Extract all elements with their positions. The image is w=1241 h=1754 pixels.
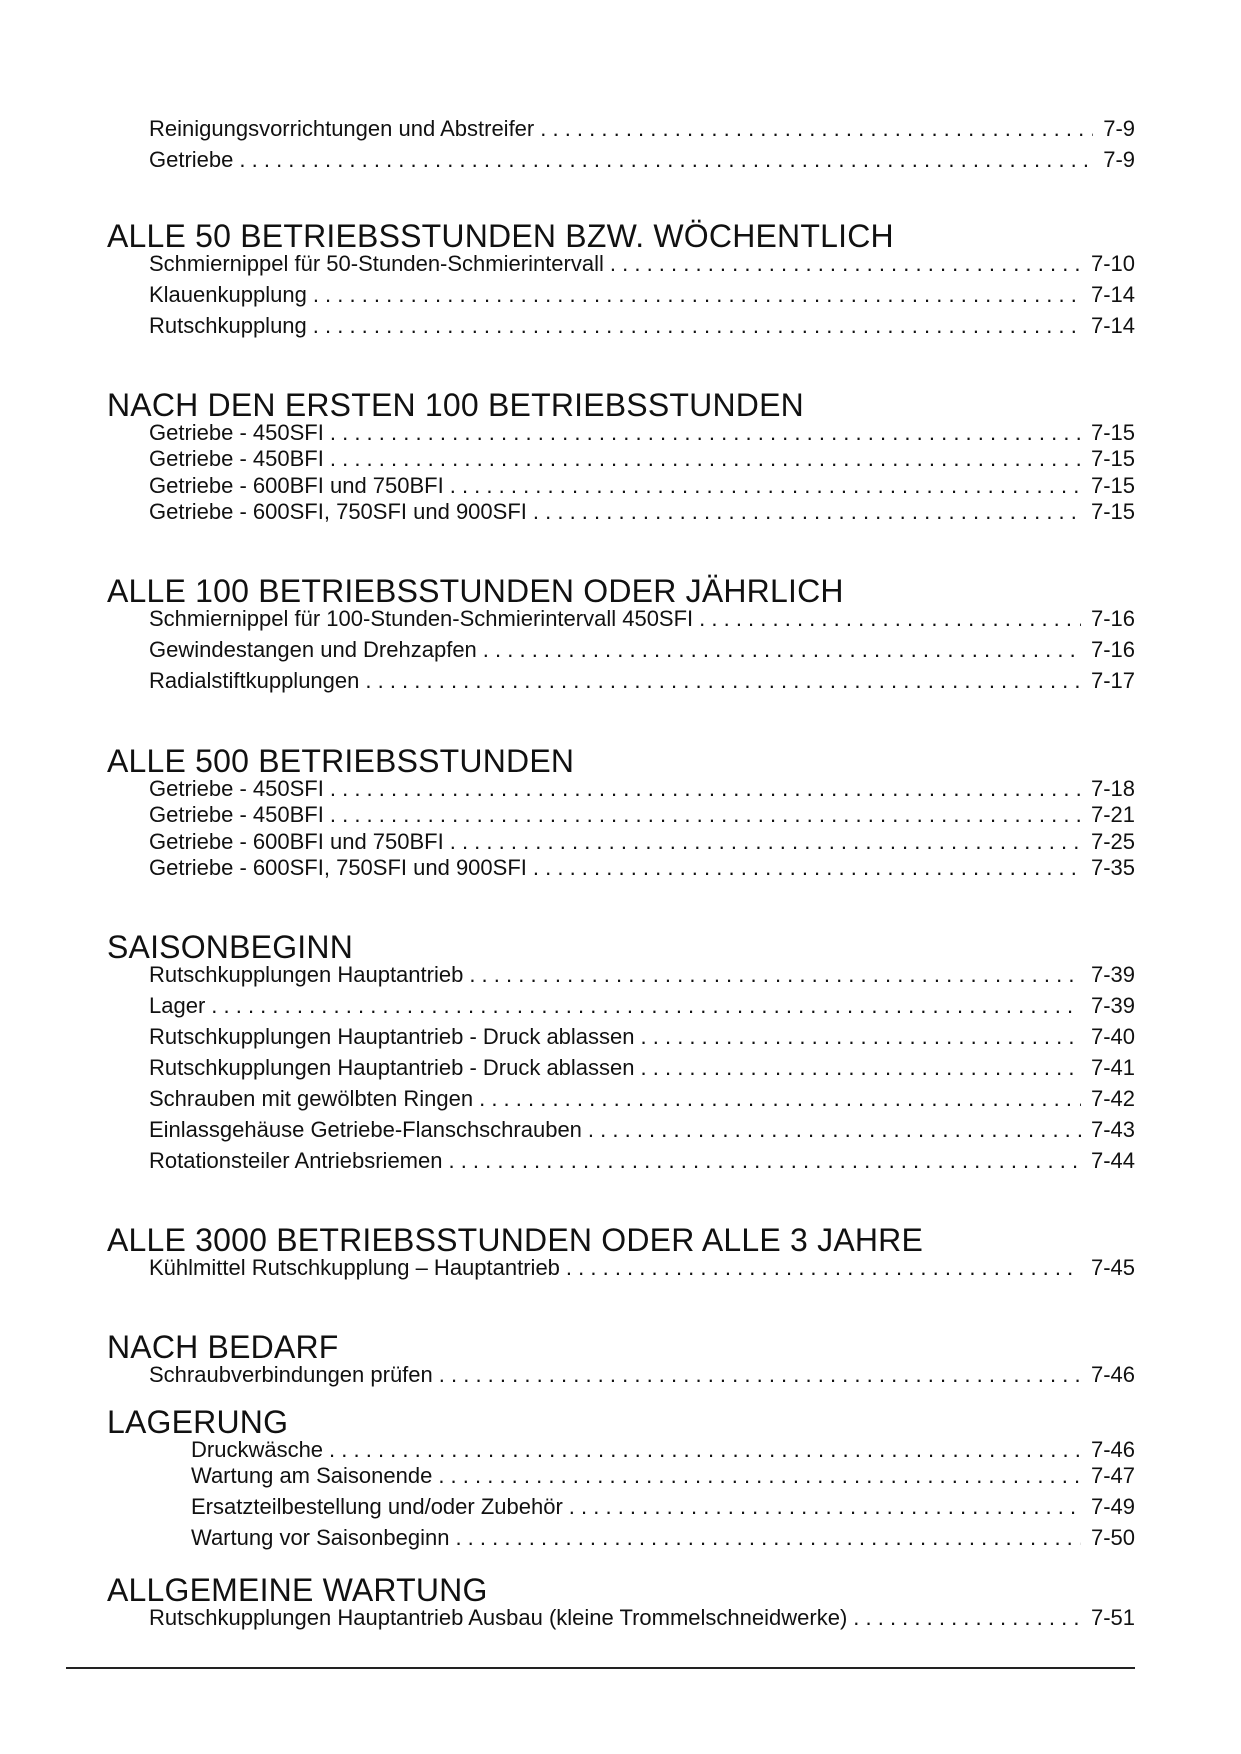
toc-entry-label: Getriebe - 450BFI — [149, 446, 324, 471]
toc-entry[interactable] — [149, 1604, 1135, 1632]
toc-entry-page: 7-51 — [1090, 1605, 1135, 1630]
toc-entry-label: Gewindestangen und Drehzapfen — [149, 637, 477, 662]
toc-entry-label: Einlassgehäuse Getriebe-Flanschschrauben — [149, 1117, 582, 1142]
toc-entry[interactable] — [149, 992, 1135, 1020]
toc-entry[interactable] — [149, 1054, 1135, 1082]
toc-entry-label: Radialstiftkupplungen — [149, 668, 360, 693]
toc-entry-page: 7-21 — [1090, 802, 1135, 827]
toc-entry-label: Getriebe - 600BFI und 750BFI — [149, 473, 444, 498]
toc-entry[interactable] — [149, 472, 1135, 500]
toc-entry[interactable] — [149, 498, 1135, 526]
dot-leader — [566, 1254, 1081, 1282]
toc-entry-page: 7-25 — [1090, 829, 1135, 854]
dot-leader — [365, 667, 1081, 695]
toc-entry-page: 7-9 — [1103, 116, 1135, 141]
toc-entry-label: Klauenkupplung — [149, 282, 307, 307]
toc-entry[interactable] — [149, 854, 1135, 882]
toc-entry[interactable] — [191, 1524, 1135, 1552]
toc-entry-label: Rutschkupplungen Hauptantrieb - Druck ablassen — [149, 1024, 635, 1049]
toc-entry[interactable] — [191, 1462, 1135, 1490]
toc-entry-page: 7-15 — [1090, 420, 1135, 445]
dot-leader — [448, 1147, 1080, 1175]
dot-leader — [313, 312, 1081, 340]
toc-entry-label: Rutschkupplungen Hauptantrieb - Druck ablassen — [149, 1055, 635, 1080]
dot-leader — [469, 961, 1081, 989]
toc-entry[interactable] — [149, 636, 1135, 664]
dot-leader — [569, 1493, 1081, 1521]
toc-entry-page: 7-39 — [1090, 962, 1135, 987]
toc-entry-label: Getriebe - 450BFI — [149, 802, 324, 827]
toc-entry-label: Rutschkupplungen Hauptantrieb Ausbau (kleine Trommelschneidwerke) — [149, 1605, 848, 1630]
toc-entry[interactable] — [149, 445, 1135, 473]
toc-entry-label: Schraubverbindungen prüfen — [149, 1362, 433, 1387]
dot-leader — [330, 445, 1081, 473]
toc-entry[interactable] — [149, 419, 1135, 447]
dot-leader — [330, 419, 1081, 447]
toc-entry-page: 7-44 — [1090, 1148, 1135, 1173]
toc-entry-label: Druckwäsche — [191, 1437, 324, 1462]
toc-entry-page: 7-50 — [1090, 1525, 1135, 1550]
dot-leader — [239, 146, 1093, 174]
toc-entry-page: 7-14 — [1090, 282, 1135, 307]
toc-entry-label: Schrauben mit gewölbten Ringen — [149, 1086, 474, 1111]
toc-entry[interactable] — [191, 1493, 1135, 1521]
dot-leader — [641, 1023, 1081, 1051]
toc-entry-label: Wartung vor Saisonbeginn — [191, 1525, 450, 1550]
dot-leader — [533, 854, 1081, 882]
dot-leader — [439, 1361, 1081, 1389]
toc-entry-page: 7-46 — [1090, 1362, 1135, 1387]
dot-leader — [450, 828, 1081, 856]
toc-entry-page: 7-49 — [1090, 1494, 1135, 1519]
dot-leader — [479, 1085, 1081, 1113]
toc-entry[interactable] — [191, 1436, 1135, 1464]
toc-entry-label: Getriebe - 600BFI und 750BFI — [149, 829, 444, 854]
toc-entry[interactable] — [149, 115, 1135, 143]
dot-leader — [329, 1436, 1081, 1464]
dot-leader — [699, 605, 1081, 633]
dot-leader — [313, 281, 1081, 309]
toc-entry-label: Kühlmittel Rutschkupplung – Hauptantrieb — [149, 1255, 560, 1280]
toc-entry[interactable] — [149, 828, 1135, 856]
toc-entry-page: 7-14 — [1090, 313, 1135, 338]
toc-entry-page: 7-35 — [1090, 855, 1135, 880]
toc-entry-label: Getriebe — [149, 147, 234, 172]
toc-entry-label: Ersatzteilbestellung und/oder Zubehör — [191, 1494, 563, 1519]
toc-entry[interactable] — [149, 281, 1135, 309]
toc-entry[interactable] — [149, 1147, 1135, 1175]
toc-entry[interactable] — [149, 1254, 1135, 1282]
dot-leader — [533, 498, 1081, 526]
section-heading: NACH BEDARF — [107, 1329, 339, 1365]
section-heading: LAGERUNG — [107, 1404, 289, 1440]
toc-entry[interactable] — [149, 961, 1135, 989]
toc-entry-label: Schmiernippel für 100-Stunden-Schmierintervall 450SFI — [149, 606, 694, 631]
dot-leader — [330, 775, 1081, 803]
toc-entry-page: 7-10 — [1090, 251, 1135, 276]
toc-entry[interactable] — [149, 1023, 1135, 1051]
toc-entry[interactable] — [149, 605, 1135, 633]
toc-entry[interactable] — [149, 775, 1135, 803]
section-heading: NACH DEN ERSTEN 100 BETRIEBSSTUNDEN — [107, 387, 804, 423]
dot-leader — [853, 1604, 1081, 1632]
toc-entry[interactable] — [149, 312, 1135, 340]
toc-entry[interactable] — [149, 801, 1135, 829]
toc-entry-page: 7-17 — [1090, 668, 1135, 693]
toc-entry-page: 7-39 — [1090, 993, 1135, 1018]
toc-entry-label: Schmiernippel für 50-Stunden-Schmierintervall — [149, 251, 604, 276]
toc-entry-page: 7-45 — [1090, 1255, 1135, 1280]
toc-entry-label: Getriebe - 450SFI — [149, 776, 324, 801]
toc-entry-page: 7-43 — [1090, 1117, 1135, 1142]
toc-entry-label: Rutschkupplungen Hauptantrieb — [149, 962, 464, 987]
dot-leader — [641, 1054, 1081, 1082]
section-heading: ALLE 50 BETRIEBSSTUNDEN BZW. WÖCHENTLICH — [107, 218, 894, 254]
section-heading: ALLE 3000 BETRIEBSSTUNDEN ODER ALLE 3 JAHRE — [107, 1222, 924, 1258]
toc-entry[interactable] — [149, 1085, 1135, 1113]
toc-entry-page: 7-42 — [1090, 1086, 1135, 1111]
toc-entry-label: Getriebe - 450SFI — [149, 420, 324, 445]
dot-leader — [330, 801, 1081, 829]
toc-entry-page: 7-16 — [1090, 606, 1135, 631]
toc-entry-page: 7-15 — [1090, 499, 1135, 524]
toc-entry-page: 7-16 — [1090, 637, 1135, 662]
section-heading: ALLGEMEINE WARTUNG — [107, 1572, 488, 1608]
toc-entry-page: 7-18 — [1090, 776, 1135, 801]
dot-leader — [610, 250, 1081, 278]
dot-leader — [588, 1116, 1081, 1144]
toc-entry-label: Rotationsteiler Antriebsriemen — [149, 1148, 443, 1173]
toc-entry-page: 7-41 — [1090, 1055, 1135, 1080]
toc-entry[interactable] — [149, 667, 1135, 695]
toc-entry-label: Rutschkupplung — [149, 313, 307, 338]
dot-leader — [483, 636, 1081, 664]
bottom-rule-divider — [66, 1667, 1135, 1669]
dot-leader — [455, 1524, 1081, 1552]
toc-entry-label: Getriebe - 600SFI, 750SFI und 900SFI — [149, 499, 527, 524]
toc-entry-label: Reinigungsvorrichtungen und Abstreifer — [149, 116, 535, 141]
toc-entry[interactable] — [149, 146, 1135, 174]
toc-entry[interactable] — [149, 1361, 1135, 1389]
dot-leader — [450, 472, 1081, 500]
toc-entry-page: 7-9 — [1103, 147, 1135, 172]
section-heading: ALLE 500 BETRIEBSSTUNDEN — [107, 743, 575, 779]
dot-leader — [540, 115, 1093, 143]
toc-entry-page: 7-15 — [1090, 446, 1135, 471]
toc-entry-page: 7-40 — [1090, 1024, 1135, 1049]
section-heading: ALLE 100 BETRIEBSSTUNDEN ODER JÄHRLICH — [107, 573, 844, 609]
toc-entry[interactable] — [149, 1116, 1135, 1144]
toc-entry-label: Getriebe - 600SFI, 750SFI und 900SFI — [149, 855, 527, 880]
toc-entry-label: Wartung am Saisonende — [191, 1463, 433, 1488]
toc-entry-label: Lager — [149, 993, 206, 1018]
toc-entry[interactable] — [149, 250, 1135, 278]
dot-leader — [438, 1462, 1081, 1490]
toc-entry-page: 7-47 — [1090, 1463, 1135, 1488]
dot-leader — [211, 992, 1081, 1020]
toc-entry-page: 7-46 — [1090, 1437, 1135, 1462]
toc-entry-page: 7-15 — [1090, 473, 1135, 498]
section-heading: SAISONBEGINN — [107, 929, 354, 965]
